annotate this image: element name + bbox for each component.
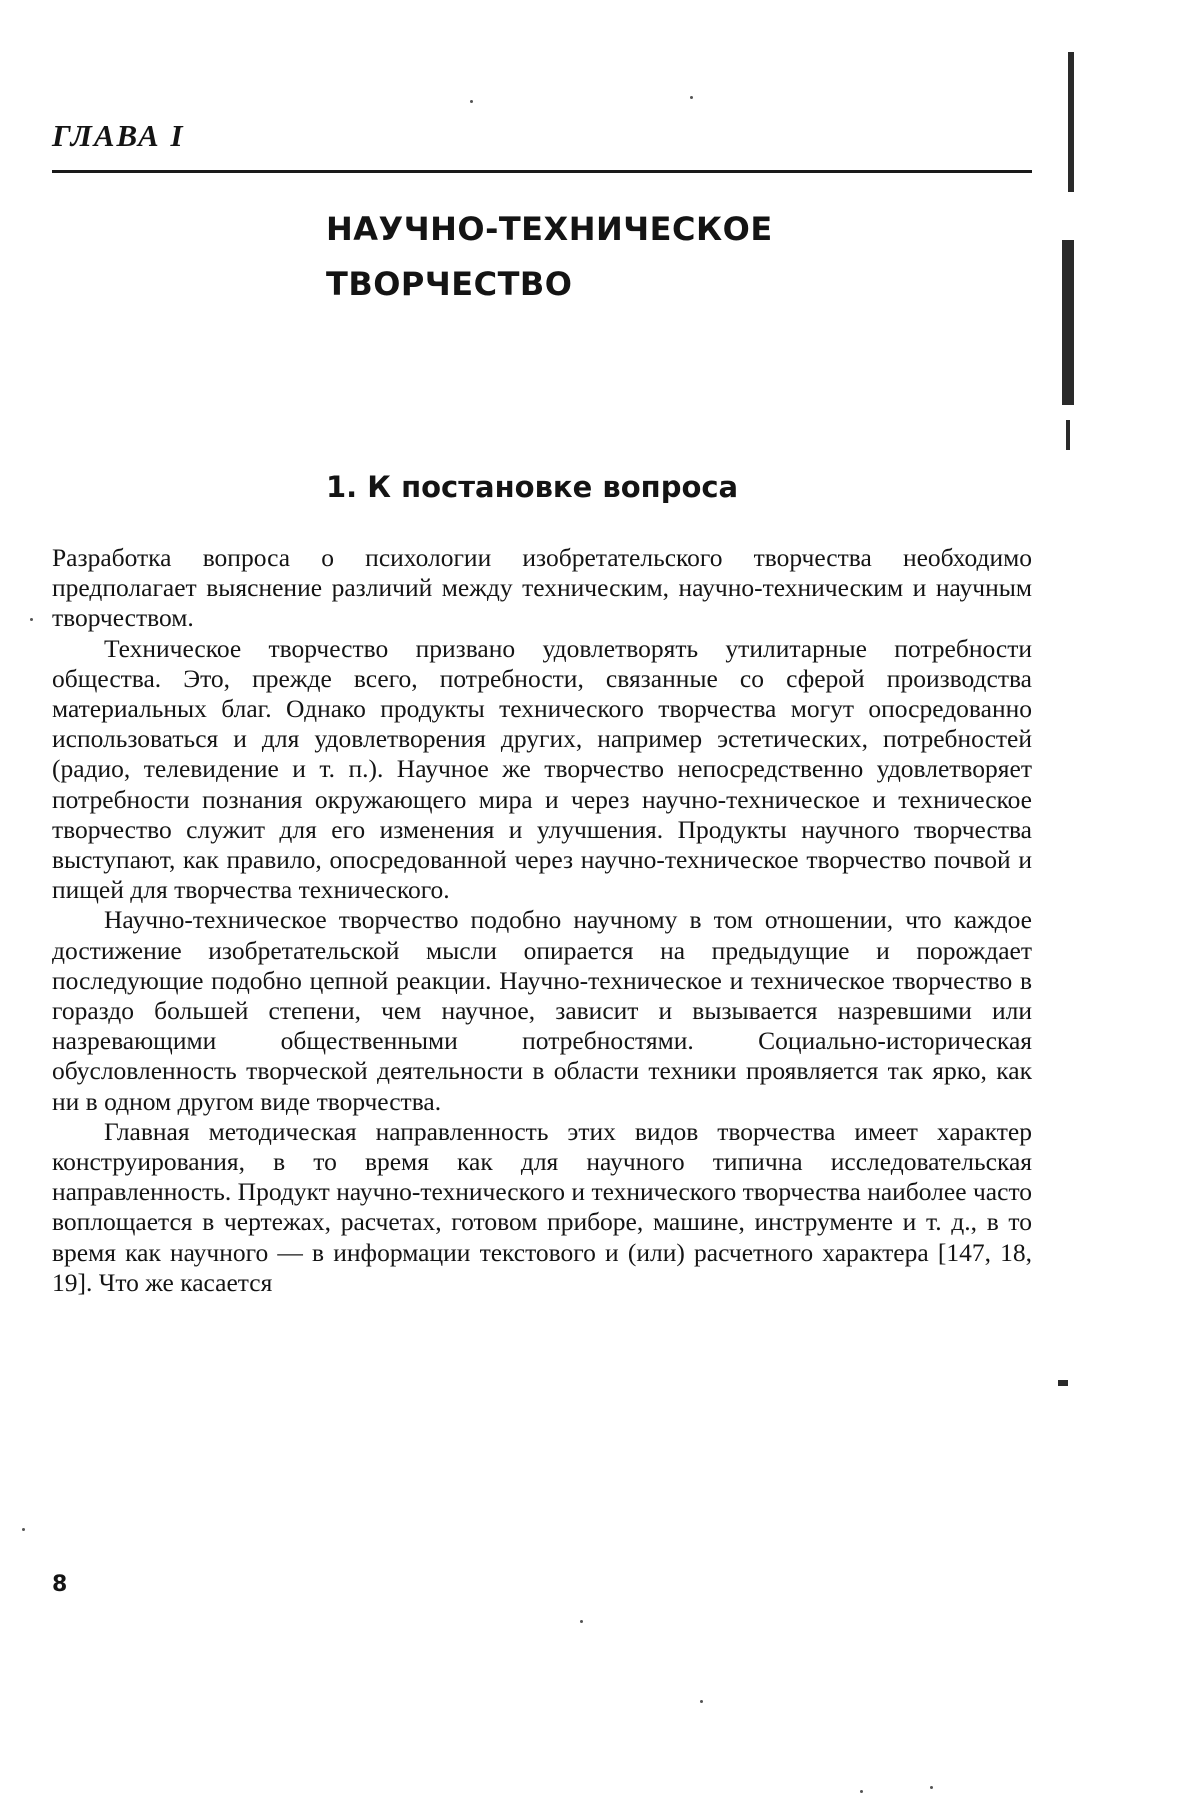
section-title xyxy=(326,202,773,312)
scan-speck xyxy=(860,1790,863,1793)
section-title-line: НАУЧНО-ТЕХНИЧЕСКОЕ xyxy=(326,210,773,248)
scan-speck xyxy=(690,96,693,99)
paragraph: Главная методическая направленность этих видов творчества имеет характер конструирования, в то время как для научного типична исследовательская направленность. Продукт научно-технического и технического творчества наиболее часто воплощается в чертежах, расчетах, готовом приборе, машине, инструменте и т. д., в то время как научного — в информации текстового и (или) расчетного характера [147, 18, 19]. Что же касается xyxy=(52,1116,1032,1297)
scan-speck xyxy=(930,1786,933,1789)
section-title-line: ТВОРЧЕСТВО xyxy=(326,265,573,303)
scan-speck xyxy=(22,1528,25,1531)
chapter-heading: ГЛАВА I xyxy=(52,118,185,153)
scan-speck xyxy=(580,1620,583,1623)
body-text xyxy=(52,543,1032,1298)
paragraph: Техническое творчество призвано удовлетворять утилитарные потребности общества. Это, прежде всего, потребности, связанные со сферой производства материальных благ. Однако продукты технического творчества могут опосредованно использоваться и для удовлетворения других, например эстетических, потребностей (радио, телевидение и т. п.). Научное же творчество непосредственно удовлетворяет потребности познания окружающего мира и через научно-техническое и техническое творчество служит для его изменения и улучшения. Продукты научного творчества выступают, как правило, опосредованной через научно-техническое творчество почвой и пищей для творчества технического. xyxy=(52,633,1032,905)
subsection-title: 1. К постановке вопроса xyxy=(326,470,739,504)
scan-speck xyxy=(30,618,33,621)
chapter-rule xyxy=(52,170,1032,173)
scan-artifact xyxy=(1062,240,1074,405)
scan-speck xyxy=(470,100,473,103)
paragraph: Научно-техническое творчество подобно научному в том отношении, что каждое достижение изобретательской мысли опирается на предыдущие и порождает последующие подобно цепной реакции. Научно-техническое и техническое творчество в гораздо большей степени, чем научное, зависит и вызывается назревшими или назревающими общественными потребностями. Социально-историческая обусловленность творческой деятельности в области техники проявляется так ярко, как ни в одном другом виде творчества. xyxy=(52,905,1032,1116)
scan-artifact xyxy=(1066,420,1070,450)
scan-speck xyxy=(700,1700,703,1703)
scan-artifact xyxy=(1068,52,1074,192)
page-number: 8 xyxy=(52,1572,68,1597)
paragraph: Разработка вопроса о психологии изобретательского творчества необходимо предполагает выяснение различий между техническим, научно-техническим и научным творчеством. xyxy=(52,543,1032,633)
scan-artifact xyxy=(1058,1380,1068,1386)
